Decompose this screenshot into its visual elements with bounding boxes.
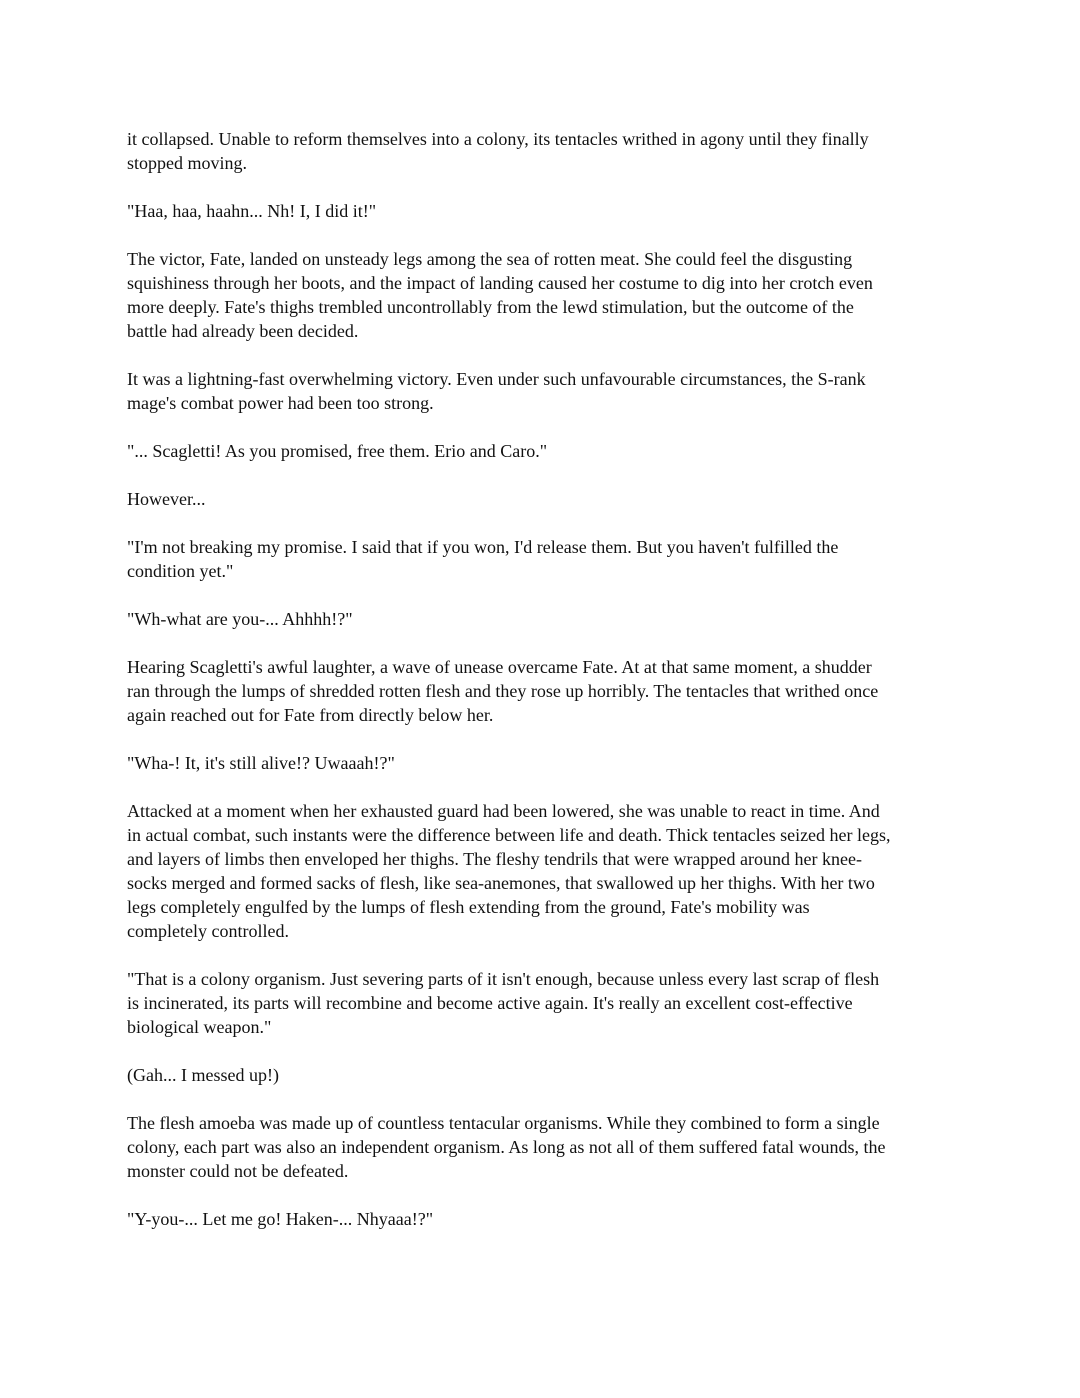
- text-line: "Wha-! It, it's still alive!? Uwaaah!?": [127, 753, 395, 773]
- paragraph: [127, 607, 957, 631]
- text-line: is incinerated, its parts will recombine and become active again. It's really an excellent cost-effective: [127, 993, 853, 1013]
- text-line: monster could not be defeated.: [127, 1161, 349, 1181]
- text-line: The flesh amoeba was made up of countless tentacular organisms. While they combined to form a single: [127, 1113, 880, 1133]
- text-line: The victor, Fate, landed on unsteady legs among the sea of rotten meat. She could feel the disgusting: [127, 249, 853, 269]
- paragraph: [127, 367, 957, 415]
- text-line: ran through the lumps of shredded rotten flesh and they rose up horribly. The tentacles that writhed once: [127, 681, 879, 701]
- text-line: completely controlled.: [127, 921, 289, 941]
- paragraph: [127, 1111, 957, 1183]
- text-line: socks merged and formed sacks of flesh, like sea-anemones, that swallowed up her thighs. With her two: [127, 873, 875, 893]
- text-line: biological weapon.": [127, 1017, 272, 1037]
- text-line: again reached out for Fate from directly below her.: [127, 705, 494, 725]
- text-line: Attacked at a moment when her exhausted guard had been lowered, she was unable to react in time. And: [127, 801, 880, 821]
- paragraph: [127, 199, 957, 223]
- text-line: "I'm not breaking my promise. I said that if you won, I'd release them. But you haven't fulfilled the: [127, 537, 839, 557]
- text-line: and layers of limbs then enveloped her thighs. The fleshy tendrils that were wrapped around her knee-: [127, 849, 862, 869]
- text-line: "... Scagletti! As you promised, free them. Erio and Caro.": [127, 441, 548, 461]
- text-line: mage's combat power had been too strong.: [127, 393, 434, 413]
- text-line: It was a lightning-fast overwhelming victory. Even under such unfavourable circumstances, the S-rank: [127, 369, 866, 389]
- text-line: condition yet.": [127, 561, 234, 581]
- paragraph: [127, 1207, 957, 1231]
- paragraph: [127, 799, 957, 943]
- text-line: in actual combat, such instants were the difference between life and death. Thick tentacles seized her legs,: [127, 825, 891, 845]
- text-line: (Gah... I messed up!): [127, 1065, 279, 1085]
- document-page: [127, 127, 957, 1255]
- text-line: Hearing Scagletti's awful laughter, a wave of unease overcame Fate. At at that same moment, a shudder: [127, 657, 872, 677]
- paragraph: [127, 247, 957, 343]
- text-line: "That is a colony organism. Just severing parts of it isn't enough, because unless every last scrap of flesh: [127, 969, 880, 989]
- text-line: legs completely engulfed by the lumps of flesh extending from the ground, Fate's mobility was: [127, 897, 810, 917]
- text-line: squishiness through her boots, and the impact of landing caused her costume to dig into her crotch even: [127, 273, 873, 293]
- paragraph: [127, 1063, 957, 1087]
- paragraph: [127, 439, 957, 463]
- text-line: more deeply. Fate's thighs trembled uncontrollably from the lewd stimulation, but the outcome of the: [127, 297, 854, 317]
- paragraph: [127, 487, 957, 511]
- text-line: "Haa, haa, haahn... Nh! I, I did it!": [127, 201, 377, 221]
- paragraph: [127, 535, 957, 583]
- text-line: "Y-you-... Let me go! Haken-... Nhyaaa!?": [127, 1209, 434, 1229]
- paragraph: [127, 127, 957, 175]
- text-line: battle had already been decided.: [127, 321, 359, 341]
- paragraph: [127, 967, 957, 1039]
- text-line: it collapsed. Unable to reform themselves into a colony, its tentacles writhed in agony until they finally: [127, 129, 869, 149]
- paragraph: [127, 751, 957, 775]
- paragraph: [127, 655, 957, 727]
- text-line: stopped moving.: [127, 153, 247, 173]
- text-line: colony, each part was also an independent organism. As long as not all of them suffered fatal wounds, the: [127, 1137, 886, 1157]
- text-line: However...: [127, 489, 206, 509]
- text-line: "Wh-what are you-... Ahhhh!?": [127, 609, 353, 629]
